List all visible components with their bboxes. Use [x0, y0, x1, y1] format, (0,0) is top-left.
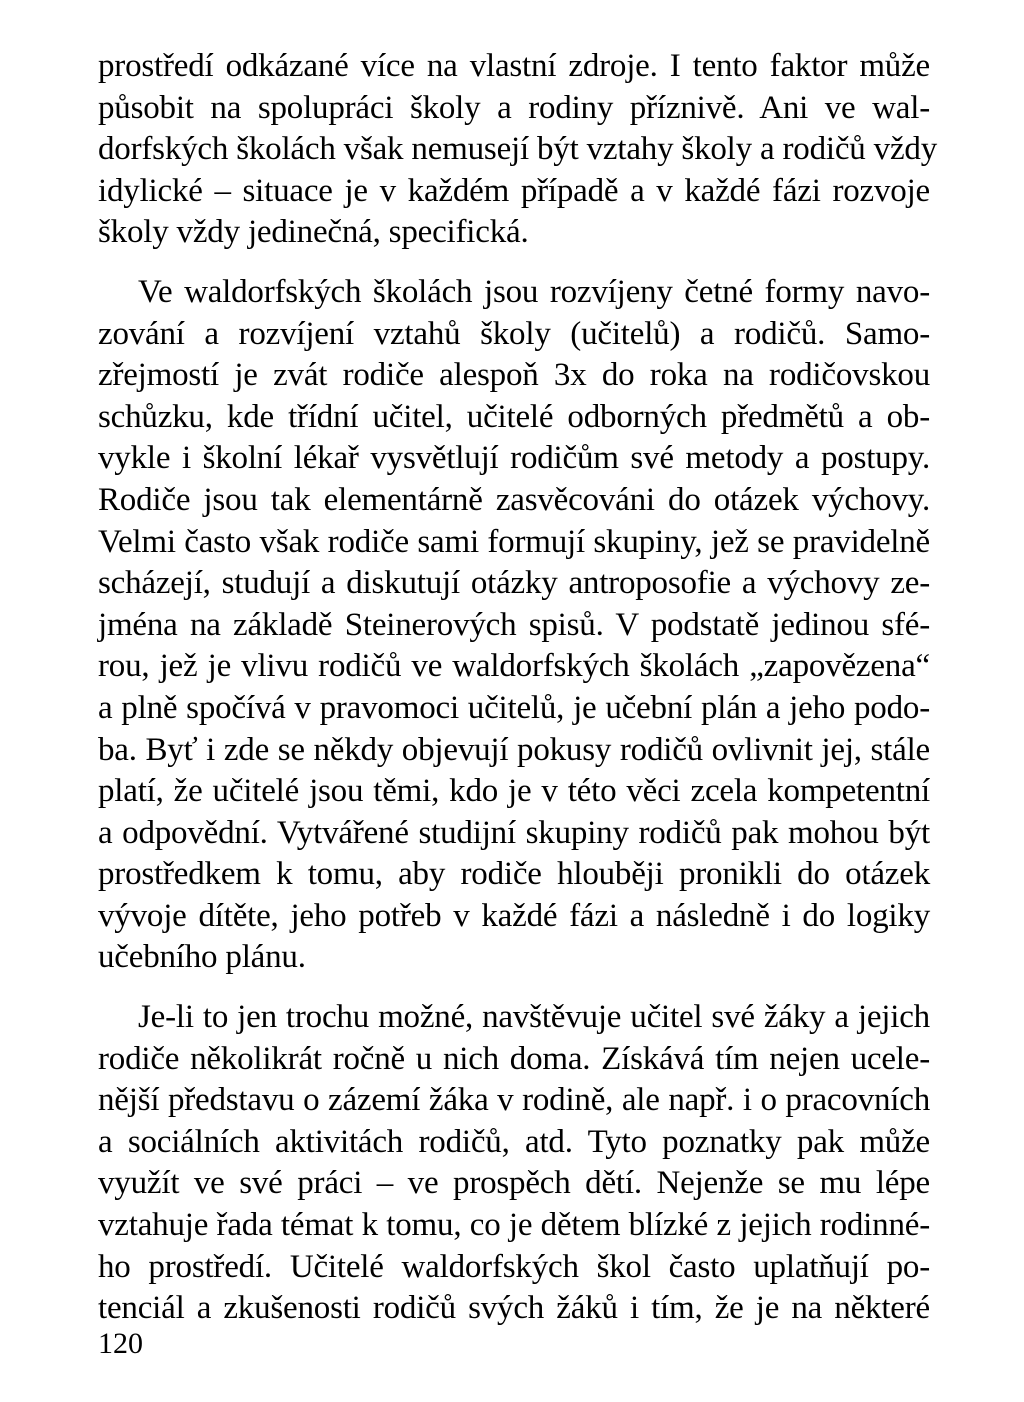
text-line: nější představu o zázemí žáka v rodině, ale např. i o pracovních: [98, 1082, 930, 1119]
paragraph-3: [98, 997, 930, 1330]
text-line: rodiče několikrát ročně u nich doma. Získává tím nejen ucele-: [98, 1040, 930, 1077]
text-line: ho prostředí. Učitelé waldorfských škol často uplatňují po-: [98, 1248, 930, 1285]
paragraph-2: [98, 272, 930, 979]
text-line: Ve waldorfských školách jsou rozvíjeny četné formy navo-: [138, 273, 930, 310]
text-line: a odpovědní. Vytvářené studijní skupiny rodičů pak mohou být: [98, 814, 930, 851]
text-line: učebního plánu.: [98, 939, 306, 976]
text-line: Velmi často však rodiče sami formují skupiny, jež se pravidelně: [98, 523, 930, 560]
text-line: působit na spolupráci školy a rodiny příznivě. Ani ve wal-: [98, 89, 930, 126]
text-line: scházejí, studují a diskutují otázky antroposofie a výchovy ze-: [98, 565, 930, 602]
text-line: Rodiče jsou tak elementárně zasvěcováni do otázek výchovy.: [98, 481, 930, 518]
text-line: školy vždy jedinečná, specifická.: [98, 214, 529, 251]
text-line: platí, že učitelé jsou těmi, kdo je v této věci zcela kompetentní: [98, 773, 930, 810]
page-body: [98, 46, 937, 1330]
paragraph-1: [98, 46, 937, 254]
text-line: schůzku, kde třídní učitel, učitelé odborných předmětů a ob-: [98, 398, 930, 435]
text-line: zování a rozvíjení vztahů školy (učitelů) a rodičů. Samo-: [98, 315, 930, 352]
text-line: vztahuje řada témat k tomu, co je dětem blízké z jejich rodinné-: [98, 1207, 930, 1244]
text-line: tenciál a zkušenosti rodičů svých žáků i tím, že je na některé: [98, 1290, 930, 1327]
text-line: a plně spočívá v pravomoci učitelů, je učební plán a jeho podo-: [98, 689, 930, 726]
text-line: využít ve své práci – ve prospěch dětí. Nejenže se mu lépe: [98, 1165, 930, 1202]
text-line: dorfských školách však nemusejí být vztahy školy a rodičů vždy: [98, 131, 937, 168]
text-line: rou, jež je vlivu rodičů ve waldorfských školách „zapovězena“: [98, 648, 930, 685]
text-line: Je-li to jen trochu možné, navštěvuje učitel své žáky a jejich: [138, 999, 930, 1036]
page-number: 120: [98, 1327, 143, 1360]
text-line: jména na základě Steinerových spisů. V podstatě jedinou sfé-: [98, 606, 930, 643]
text-line: prostředí odkázané více na vlastní zdroje. I tento faktor může: [98, 48, 930, 84]
text-line: ba. Byť i zde se někdy objevují pokusy rodičů ovlivnit jej, stále: [98, 731, 930, 768]
text-line: a sociálních aktivitách rodičů, atd. Tyto poznatky pak může: [98, 1123, 930, 1160]
text-line: vykle i školní lékař vysvětlují rodičům své metody a postupy.: [98, 440, 930, 477]
text-line: idylické – situace je v každém případě a v každé fázi rozvoje: [98, 172, 930, 209]
text-line: zřejmostí je zvát rodiče alespoň 3x do roka na rodičovskou: [98, 357, 930, 394]
text-line: prostředkem k tomu, aby rodiče hlouběji pronikli do otázek: [98, 856, 930, 893]
text-line: vývoje dítěte, jeho potřeb v každé fázi a následně i do logiky: [98, 897, 930, 934]
